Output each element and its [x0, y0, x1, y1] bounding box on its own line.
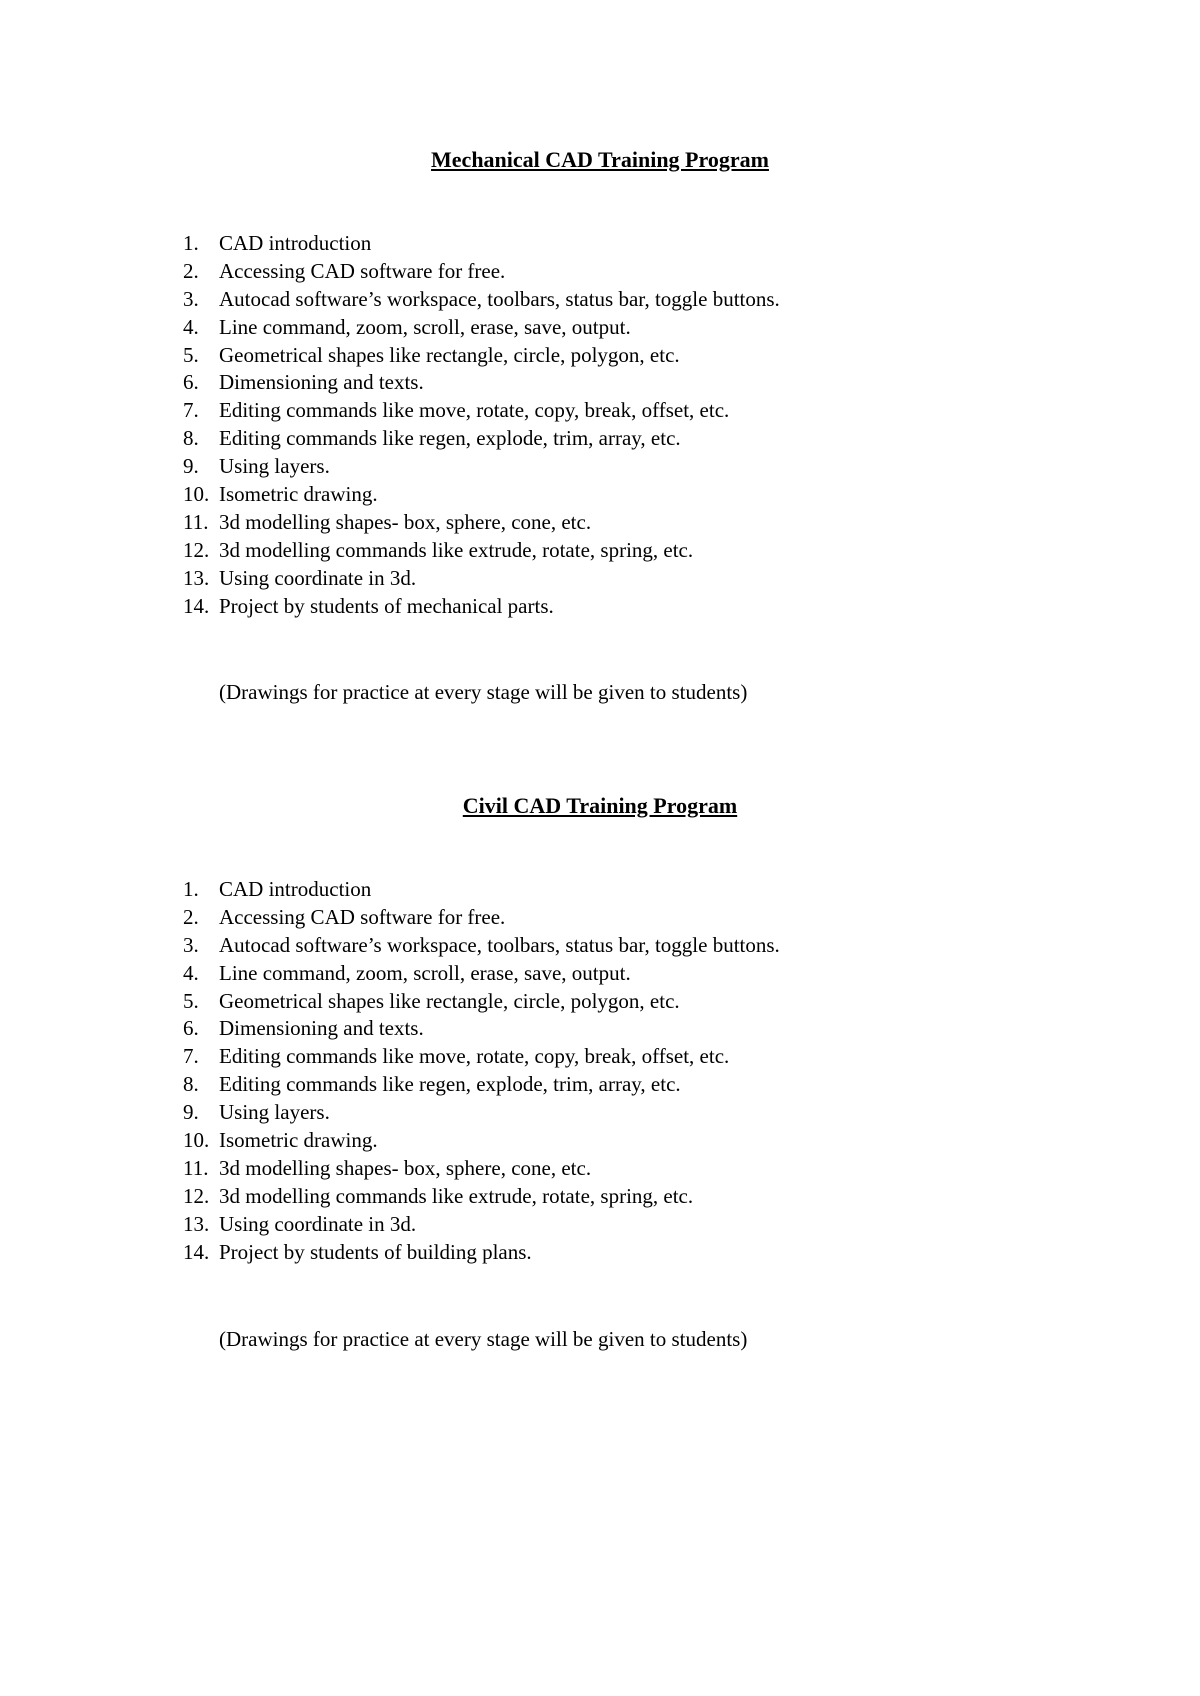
civil-section-title: Civil CAD Training Program: [462, 793, 738, 818]
list-item-number: 12.: [183, 537, 210, 562]
list-item-text: Autocad software’s workspace, toolbars, status bar, toggle buttons.: [219, 286, 780, 311]
list-item: [0, 960, 1200, 988]
list-item-text: Editing commands like move, rotate, copy, break, offset, etc.: [219, 398, 730, 423]
list-item: [0, 1015, 1200, 1043]
list-item: [0, 904, 1200, 932]
list-item: [0, 397, 1200, 425]
list-item: [0, 1183, 1200, 1211]
list-item-number: 2.: [183, 904, 199, 929]
list-item-number: 10.: [183, 482, 210, 507]
list-item: [0, 876, 1200, 904]
list-item-text: Using layers.: [219, 454, 330, 479]
list-item-text: Geometrical shapes like rectangle, circle, polygon, etc.: [219, 342, 680, 367]
list-item-number: 5.: [183, 988, 199, 1013]
list-item-number: 11.: [183, 509, 209, 534]
list-item-text: Project by students of building plans.: [219, 1239, 532, 1264]
list-item: [0, 1211, 1200, 1239]
list-item: [0, 314, 1200, 342]
list-item-number: 4.: [183, 960, 199, 985]
list-item-number: 10.: [183, 1128, 210, 1153]
list-item-text: Using coordinate in 3d.: [219, 565, 417, 590]
list-item: [0, 425, 1200, 453]
list-item: [0, 1127, 1200, 1155]
list-item: [0, 230, 1200, 258]
list-item-number: 3.: [183, 286, 199, 311]
list-item-text: Using coordinate in 3d.: [219, 1211, 417, 1236]
list-item-number: 12.: [183, 1183, 210, 1208]
list-item-text: Isometric drawing.: [219, 482, 378, 507]
list-item: [0, 593, 1200, 621]
list-item-text: Accessing CAD software for free.: [219, 904, 506, 929]
list-item-text: 3d modelling shapes- box, sphere, cone, etc.: [219, 509, 592, 534]
list-item-text: Geometrical shapes like rectangle, circle, polygon, etc.: [219, 988, 680, 1013]
list-item-text: Accessing CAD software for free.: [219, 258, 506, 283]
list-item-number: 3.: [183, 932, 199, 957]
list-item-number: 4.: [183, 314, 199, 339]
list-item-text: Editing commands like regen, explode, trim, array, etc.: [219, 426, 681, 451]
list-item: [0, 1099, 1200, 1127]
list-item-text: 3d modelling commands like extrude, rotate, spring, etc.: [219, 537, 694, 562]
list-item-text: CAD introduction: [219, 877, 372, 901]
list-item-text: Dimensioning and texts.: [219, 370, 424, 395]
list-item: [0, 1239, 1200, 1267]
list-item: [0, 481, 1200, 509]
mechanical-section-title: Mechanical CAD Training Program: [431, 147, 769, 172]
list-item: [0, 286, 1200, 314]
list-item-text: Editing commands like move, rotate, copy, break, offset, etc.: [219, 1044, 730, 1069]
list-item-number: 6.: [183, 1016, 199, 1041]
list-item: [0, 509, 1200, 537]
list-item-number: 13.: [183, 565, 210, 590]
list-item-text: Project by students of mechanical parts.: [219, 593, 554, 618]
civil-practice-note: (Drawings for practice at every stage will be given to students): [219, 1327, 748, 1351]
list-item-number: 9.: [183, 454, 199, 479]
list-item: [0, 1155, 1200, 1183]
list-item: [0, 453, 1200, 481]
list-item-number: 5.: [183, 342, 199, 367]
list-item-number: 14.: [183, 1239, 210, 1264]
list-item-text: 3d modelling commands like extrude, rotate, spring, etc.: [219, 1183, 694, 1208]
list-item-text: Autocad software’s workspace, toolbars, status bar, toggle buttons.: [219, 932, 780, 957]
list-item: [0, 1071, 1200, 1099]
list-item-text: CAD introduction: [219, 231, 372, 255]
list-item-number: 14.: [183, 593, 210, 618]
list-item-number: 6.: [183, 370, 199, 395]
list-item-number: 2.: [183, 258, 199, 283]
list-item: [0, 537, 1200, 565]
list-item-text: Isometric drawing.: [219, 1128, 378, 1153]
list-item-number: 11.: [183, 1155, 209, 1180]
list-item: [0, 565, 1200, 593]
list-item-number: 9.: [183, 1100, 199, 1125]
list-item: [0, 932, 1200, 960]
list-item-text: Using layers.: [219, 1100, 330, 1125]
list-item: [0, 1043, 1200, 1071]
list-item: [0, 369, 1200, 397]
list-item-number: 8.: [183, 426, 199, 451]
civil-course-list: [0, 876, 1200, 1266]
list-item: [0, 988, 1200, 1016]
list-item-text: Dimensioning and texts.: [219, 1016, 424, 1041]
list-item-number: 7.: [183, 1044, 199, 1069]
mechanical-course-list: [0, 230, 1200, 620]
list-item: [0, 342, 1200, 370]
list-item-number: 1.: [183, 231, 199, 255]
list-item-text: Line command, zoom, scroll, erase, save, output.: [219, 314, 631, 339]
list-item-text: 3d modelling shapes- box, sphere, cone, etc.: [219, 1155, 592, 1180]
list-item-number: 7.: [183, 398, 199, 423]
list-item-text: Line command, zoom, scroll, erase, save, output.: [219, 960, 631, 985]
list-item-text: Editing commands like regen, explode, trim, array, etc.: [219, 1072, 681, 1097]
list-item-number: 1.: [183, 877, 199, 901]
list-item: [0, 258, 1200, 286]
list-item-number: 13.: [183, 1211, 210, 1236]
list-item-number: 8.: [183, 1072, 199, 1097]
mechanical-practice-note: (Drawings for practice at every stage will be given to students): [219, 680, 748, 704]
